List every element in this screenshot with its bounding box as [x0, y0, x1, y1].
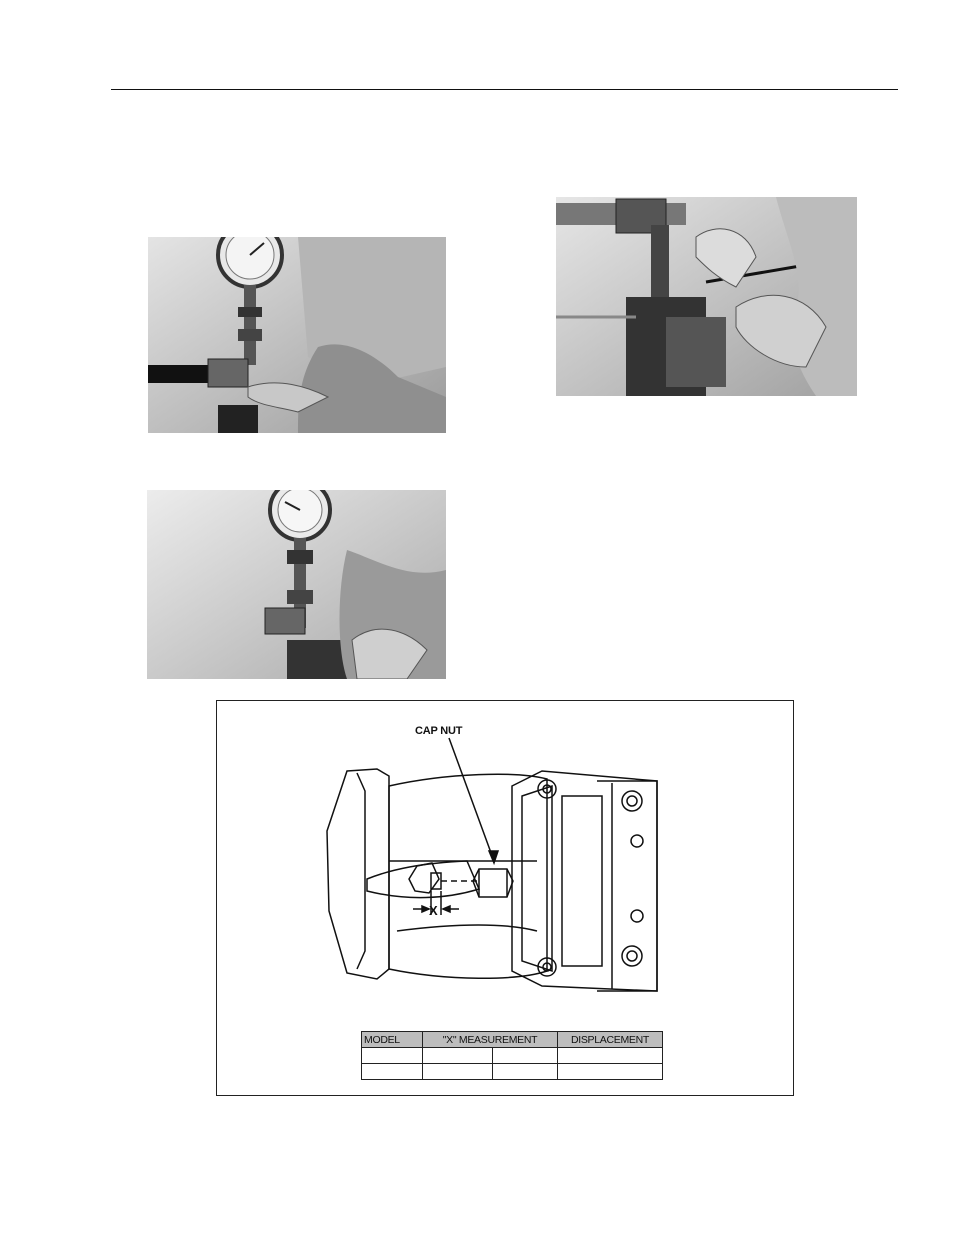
table-cell: [558, 1064, 663, 1080]
table-cell: [492, 1048, 558, 1064]
photo-wrench-adjustment: [556, 197, 857, 396]
table-cell: [423, 1048, 493, 1064]
cap-nut-figure: [216, 700, 794, 1096]
dimension-x-label: X: [429, 903, 438, 918]
table-row: [362, 1048, 663, 1064]
table-header-x-measurement: "X" MEASUREMENT: [423, 1032, 558, 1048]
table-cell: [362, 1048, 423, 1064]
table-cell: [558, 1048, 663, 1064]
photo-gauge-valve: [147, 490, 446, 679]
table-header-model: MODEL: [362, 1032, 423, 1048]
table-row: [362, 1064, 663, 1080]
table-cell: [423, 1064, 493, 1080]
photo-pressure-gauge-hose: [148, 237, 446, 433]
table-header-row: [362, 1032, 663, 1048]
cap-nut-label: CAP NUT: [415, 725, 463, 737]
header-rule: [111, 89, 898, 90]
table-cell: [492, 1064, 558, 1080]
table-header-displacement: DISPLACEMENT: [558, 1032, 663, 1048]
spec-table: [361, 1031, 663, 1080]
motor-line-drawing: [217, 701, 795, 1021]
table-cell: [362, 1064, 423, 1080]
